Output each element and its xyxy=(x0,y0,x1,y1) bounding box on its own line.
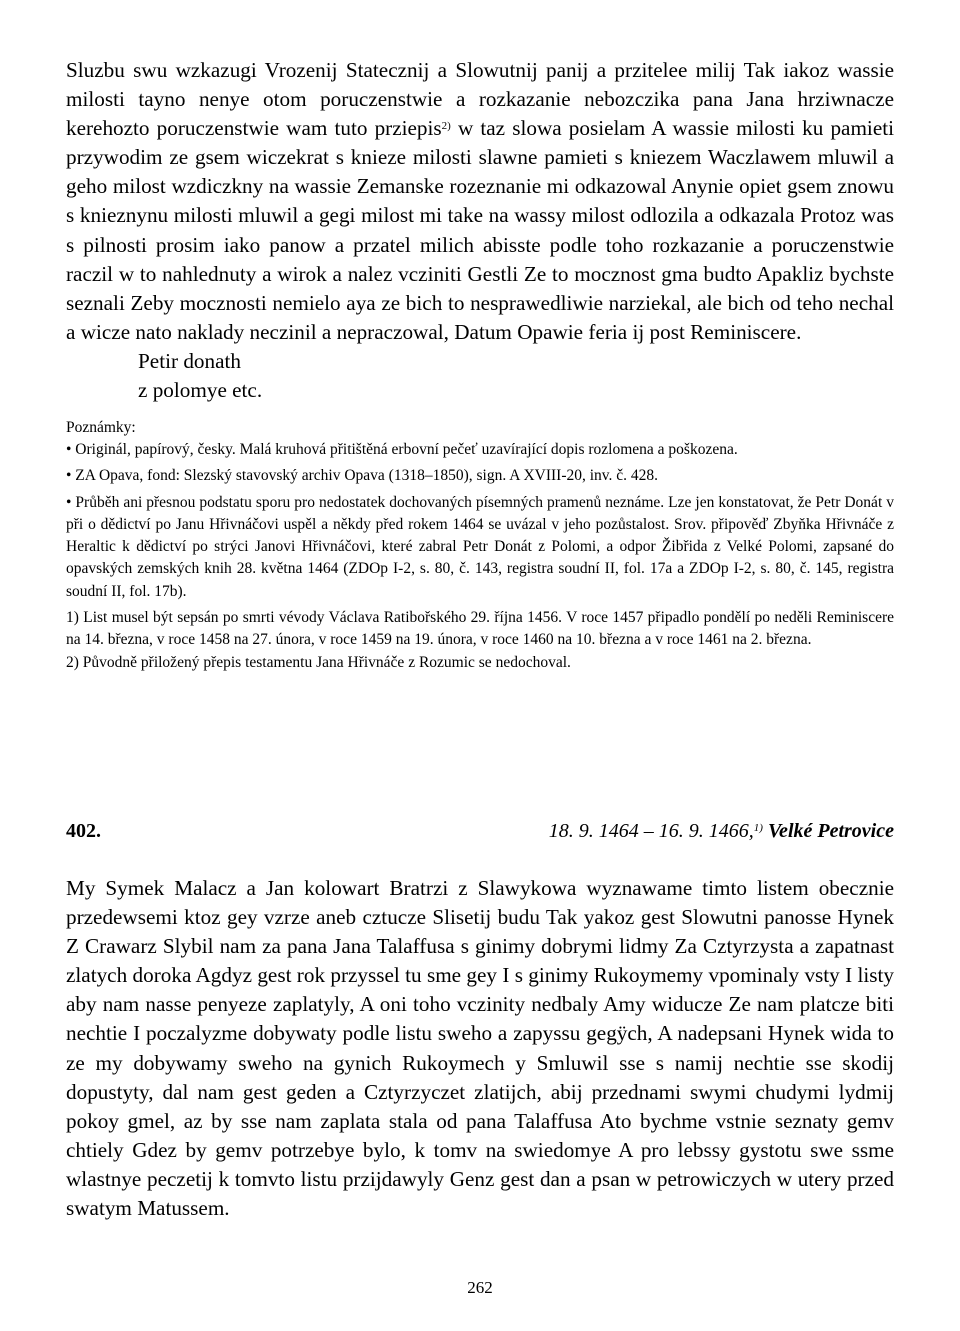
document-place: Velké Petrovice xyxy=(767,820,894,842)
footnote-ref-1: 1) xyxy=(753,822,763,834)
note-original: • Originál, papírový, česky. Malá kruhová přitištěná erbovní pečeť uzavírající dopis rozlomena a poškozena. xyxy=(66,440,738,458)
signature-line-1: Petir donath xyxy=(138,348,241,373)
note-commentary: • Průběh ani přesnou podstatu sporu pro nedostatek dochovaných písemných pramenů neznáme. Lze jen konstatovat, že Petr Donát v při o dědictví po Janu Hřivnáčovi uspěl a někdy před rokem 1464 se uvázal v jeho pozůstalost. Srov. připověď Zbyňka Hřivnáče z Heraltic k dědictví po strýci Janovi Hřivnáčovi, které zabral Petr Donát z Polomi, a odpor Žibřida z Velké Polomi, zapsané do opavských zemských knih 28. května 1464 (ZDOp I-2, s. 80, č. 143, registra soudní II, fol. 17a a ZDOp I-2, s. 80, č. 145, registra soudní II, fol. 17b). xyxy=(66,493,894,600)
document-number: 402. xyxy=(66,820,101,842)
footnote-ref-2: 2) xyxy=(441,120,451,133)
document-date-text: 18. 9. 1464 – 16. 9. 1466, xyxy=(548,820,754,842)
document-402-section xyxy=(66,874,894,1223)
document-date xyxy=(549,820,894,843)
footnote-1: 1) List musel být sepsán po smrti vévody Václava Ratibořského 29. října 1456. V roce 1457 připadlo pondělí po neděli Reminiscere na 14. března, v roce 1458 na 27. února, v roce 1459 na 19. února, v roce 1460 na 10. března a v roce 1461 na 2. března. xyxy=(66,609,894,649)
document-402-body: My Symek Malacz a Jan kolowart Bratrzi z Slawykowa wyznawame timto listem obecznie przedewsemi ktoz gey vzrze aneb cztucze Slisetij budu Tak yakoz gest Slowutni panosse Hynek Z Crawarz Slybil nam za pana Jana Talaffusa s ginimy dobrymi lidmy Za Cztyrzysta a zapatnast zlatych doroka Agdyz gest rok przyssel tu sme gey I s ginimy Rukoymemy vpominaly vsty I listy aby nam nasse penyeze zaplatyly, A oni toho vczinity nedbaly Amy widucze Ze nam platcze biti nechtie I poczalyzme dobywaty podle listu sweho a zapyssu gegÿch, A nadepsani Hynek wida to ze my dobywamy sweho na gynich Rukoymech y Smluwil sse s namij nechtie sse skodij dopustyty, dal nam gest geden a Cztyrzyczet zlatijch, abij przednami swymi chudymi lydmij pokoy gmel, az by sse nam zaplata stala od pana Talaffusa Ato bychme vstnie seznaty gemv chtiely Gdez by gemv potrzebye bylo, k tomv na swiedomye A pro lebssy gystotu swe ssme wlastnye peczetij k tomvto listu przijdawyly Genz gest dan a psan w petrowiczych w utery przed swatym Matussem. xyxy=(66,876,894,1221)
signature-line-2: z polomye etc. xyxy=(138,377,263,402)
letter-body xyxy=(66,56,894,347)
page-number: 262 xyxy=(467,1278,493,1297)
note-archive: • ZA Opava, fond: Slezský stavovský archiv Opava (1318–1850), sign. A XVIII-20, inv. č. 428. xyxy=(66,467,659,485)
document-header xyxy=(66,820,894,848)
notes-heading: Poznámky: xyxy=(66,418,136,436)
letter-body-text: Sluzbu swu wzkazugi Vrozenij Statecznij a Slowutnij panij a przitelee milij Tak iakoz wassie milosti tayno nenye otom poruczenstwie a rozkazanie nebozczika pana Jana hrziwnacze kerehozto poruczenstwie wam tuto prziepis xyxy=(66,58,894,141)
letter-section xyxy=(66,56,894,674)
letter-body-continuation: w taz slowa posielam A wassie milosti ku pamieti przywodim ze gsem wiczekrat s knieze milosti slawne pamieti s kniezem Waczlawem mluwil a geho milost wzdiczkny na wassie Zemanske rozeznanie mi odkazowal Anynie opiet gsem znowu s knieznynu milosti mluwil a gegi milost mi take na wassy milost odlozila a odkazala Protoz was s pilnosti prosim iako panow a przatel milich abisste podle toho rozkazanie a poruczenstwie raczil w to nahlednuty a wirok a nalez vcziniti Gestli Ze to mocznost gma budto Apakliz bychste seznali Zeby mocznosti nemielo aya ze bich to nesprawedliwie narziekal, ale bich od teho nechal a wicze nato naklady neczinil a nepraczowal, Datum Opawie feria ij post Reminiscere. xyxy=(66,116,894,344)
footnote-2: 2) Původně přiložený přepis testamentu Jana Hřivnáče z Rozumic se nedochoval. xyxy=(66,653,571,671)
